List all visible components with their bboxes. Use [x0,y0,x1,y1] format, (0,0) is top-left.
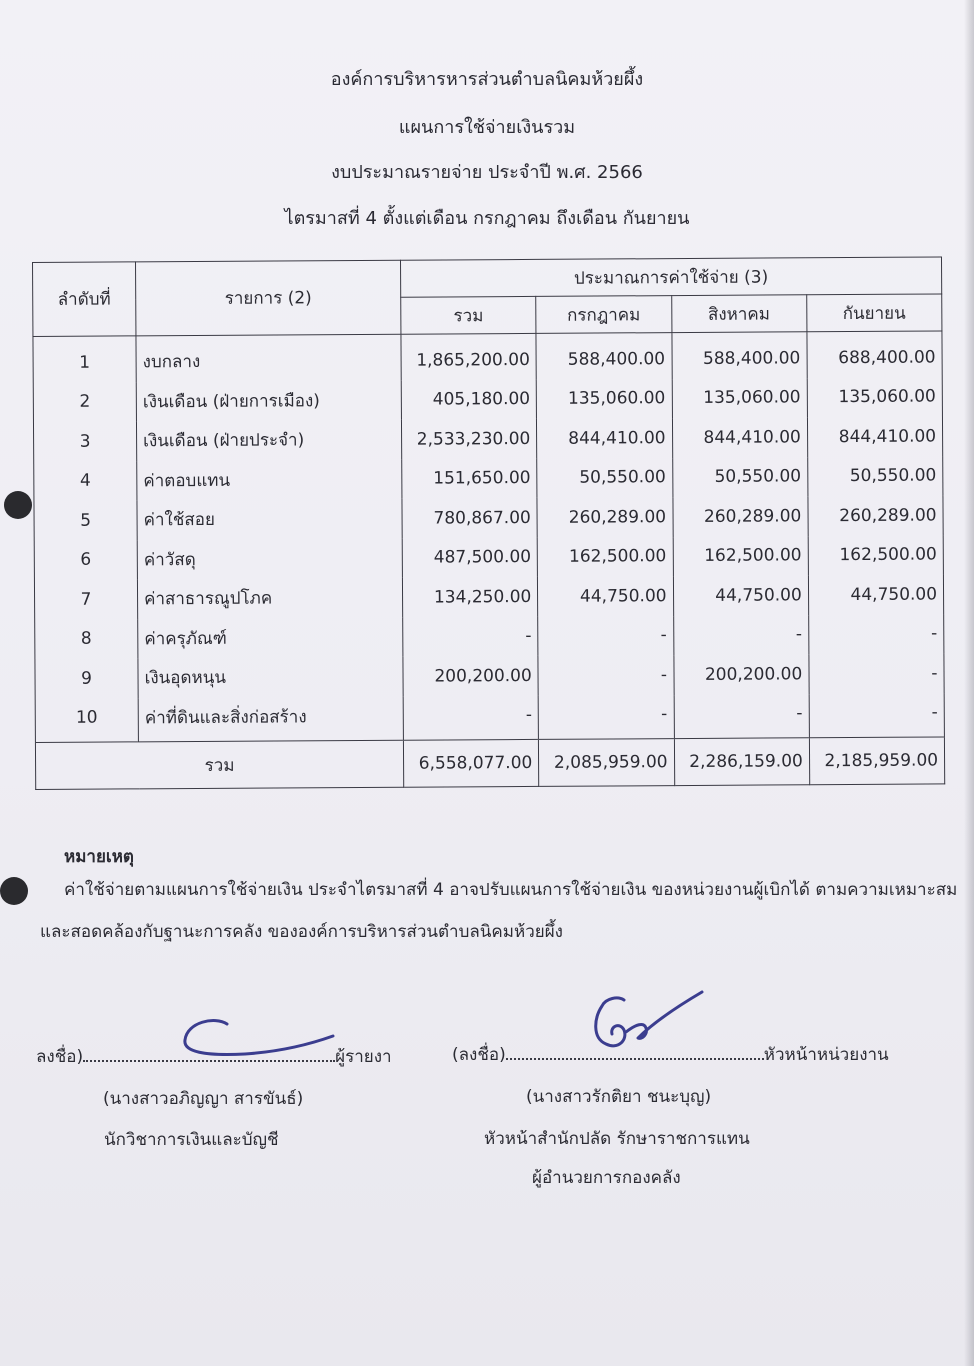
quarter-period: ไตรมาสที่ 4 ตั้งแต่เดือน กรกฎาคม ถึงเดือน กันยายน [284,208,690,229]
row-july: 50,550.00 [537,458,672,498]
reporter-name: (นางสาวอภิญญา สารขันธ์) [103,1089,304,1109]
row-total: 405,180.00 [401,379,536,419]
row-august: 200,200.00 [673,654,808,694]
col-item-header: รายการ (2) [136,260,401,336]
note-text-line2: และสอดคล้องกับฐานะการคลัง ขององค์การบริหารส่วนตำบลนิคมห้วยผึ้ง [40,922,563,942]
row-september: - [809,653,944,693]
row-august: 135,060.00 [672,378,807,418]
col-september-header: กันยายน [806,294,941,332]
handwritten-signature-left [175,1012,345,1064]
row-no: 1 [33,336,136,383]
note-text-line1: ค่าใช้จ่ายตามแผนการใช้จ่ายเงิน ประจำไตรมาสที่ 4 อาจปรับแผนการใช้จ่ายเงิน ของหน่วยงานผู้เบิกได้ ตามความเหมาะสม [64,880,958,900]
head-name: (นางสาวรักติยา ชนะบุญ) [526,1087,712,1107]
col-july-header: กรกฎาคม [536,296,671,334]
row-item: ค่าใช้สอย [137,499,402,540]
table-row [33,416,942,461]
table-total-row [35,737,944,790]
row-no: 6 [34,540,137,580]
table-row [34,495,943,540]
grand-total: 6,558,077.00 [403,739,539,787]
total-july: 2,085,959.00 [539,739,675,787]
row-august: 588,400.00 [671,332,807,379]
row-september: 135,060.00 [807,377,942,417]
row-no: 4 [34,461,137,501]
row-september: - [808,614,943,654]
row-july: 260,289.00 [537,497,672,537]
total-september: 2,185,959.00 [809,737,945,785]
row-july: - [538,695,674,740]
row-july: 844,410.00 [537,418,672,458]
row-august: 844,410.00 [672,417,807,457]
row-total: - [403,695,539,740]
table-row [33,331,942,383]
row-total: 780,867.00 [402,498,537,538]
budget-table [32,256,945,790]
row-item: ค่าครุภัณฑ์ [138,617,403,658]
organization-title: องค์การบริหารหารส่วนตำบลนิคมห้วยผึ้ง [330,69,644,90]
sign-prefix-left: ลงชื่อ) [36,1047,84,1067]
row-no: 9 [35,658,138,698]
row-august: - [673,615,808,655]
row-total: 134,250.00 [402,577,537,617]
row-item: เงินเดือน (ฝ่ายการเมือง) [136,380,401,421]
punch-hole [0,877,28,905]
row-total: 200,200.00 [403,656,538,696]
head-position: หัวหน้าสำนักปลัด รักษาราชการแทน [484,1129,750,1149]
sign-prefix-right: (ลงชื่อ) [452,1045,506,1065]
row-no: 2 [33,382,136,422]
col-august-header: สิงหาคม [671,295,806,333]
row-item: งบกลาง [136,334,401,382]
row-total: 151,650.00 [402,458,537,498]
row-july: - [538,655,673,695]
total-august: 2,286,159.00 [674,738,810,786]
row-total: - [403,616,538,656]
total-label: รวม [35,740,403,789]
row-september: - [809,693,945,738]
row-july: 588,400.00 [536,333,672,380]
handwritten-signature-right [588,988,708,1058]
table-row [34,574,943,619]
row-no: 7 [34,579,137,619]
row-august: - [674,694,810,739]
reporter-position: นักวิชาการเงินและบัญชี [104,1130,279,1150]
row-july: 44,750.00 [538,576,673,616]
row-no: 8 [35,619,138,659]
row-august: 260,289.00 [672,496,807,536]
row-july: - [538,616,673,656]
row-august: 162,500.00 [673,536,808,576]
head-role: หัวหน้าหน่วยงาน [763,1045,889,1065]
row-september: 50,550.00 [807,456,942,496]
row-no: 3 [33,421,136,461]
table-row [34,456,943,501]
row-july: 162,500.00 [537,537,672,577]
row-august: 50,550.00 [672,457,807,497]
row-item: ค่าสาธารณูปโภค [137,578,402,619]
reporter-role: ผู้รายงา [335,1047,392,1067]
page-edge-shadow [964,0,974,1366]
row-item: ค่าที่ดินและสิ่งก่อสร้าง [138,696,403,742]
row-september: 162,500.00 [808,535,943,575]
table-row [35,693,944,743]
row-no: 10 [35,698,138,743]
note-title: หมายเหตุ [64,847,134,867]
col-group-header: ประมาณการค่าใช้จ่าย (3) [400,257,941,297]
plan-title: แผนการใช้จ่ายเงินรวม [398,117,576,138]
row-august: 44,750.00 [673,575,808,615]
budget-year: งบประมาณรายจ่าย ประจำปี พ.ศ. 2566 [331,162,643,183]
row-total: 2,533,230.00 [401,419,536,459]
row-september: 688,400.00 [807,331,943,378]
row-item: เงินอุดหนุน [138,657,403,698]
table-header-row [33,257,942,300]
punch-hole [4,491,32,519]
row-september: 44,750.00 [808,574,943,614]
row-item: ค่าตอบแทน [137,459,402,500]
row-total: 1,865,200.00 [401,333,537,380]
col-no-header: ลำดับที่ [33,262,136,337]
row-september: 260,289.00 [808,495,943,535]
row-no: 5 [34,500,137,540]
table-row [34,535,943,580]
table-row [33,377,942,422]
col-total-header: รวม [401,296,536,334]
head-acting-position: ผู้อำนวยการกองคลัง [532,1168,681,1188]
table-row [35,614,944,659]
table-row [35,653,944,698]
row-item: ค่าวัสดุ [137,538,402,579]
row-july: 135,060.00 [536,379,671,419]
row-item: เงินเดือน (ฝ่ายประจำ) [136,420,401,461]
row-total: 487,500.00 [402,537,537,577]
row-september: 844,410.00 [807,416,942,456]
